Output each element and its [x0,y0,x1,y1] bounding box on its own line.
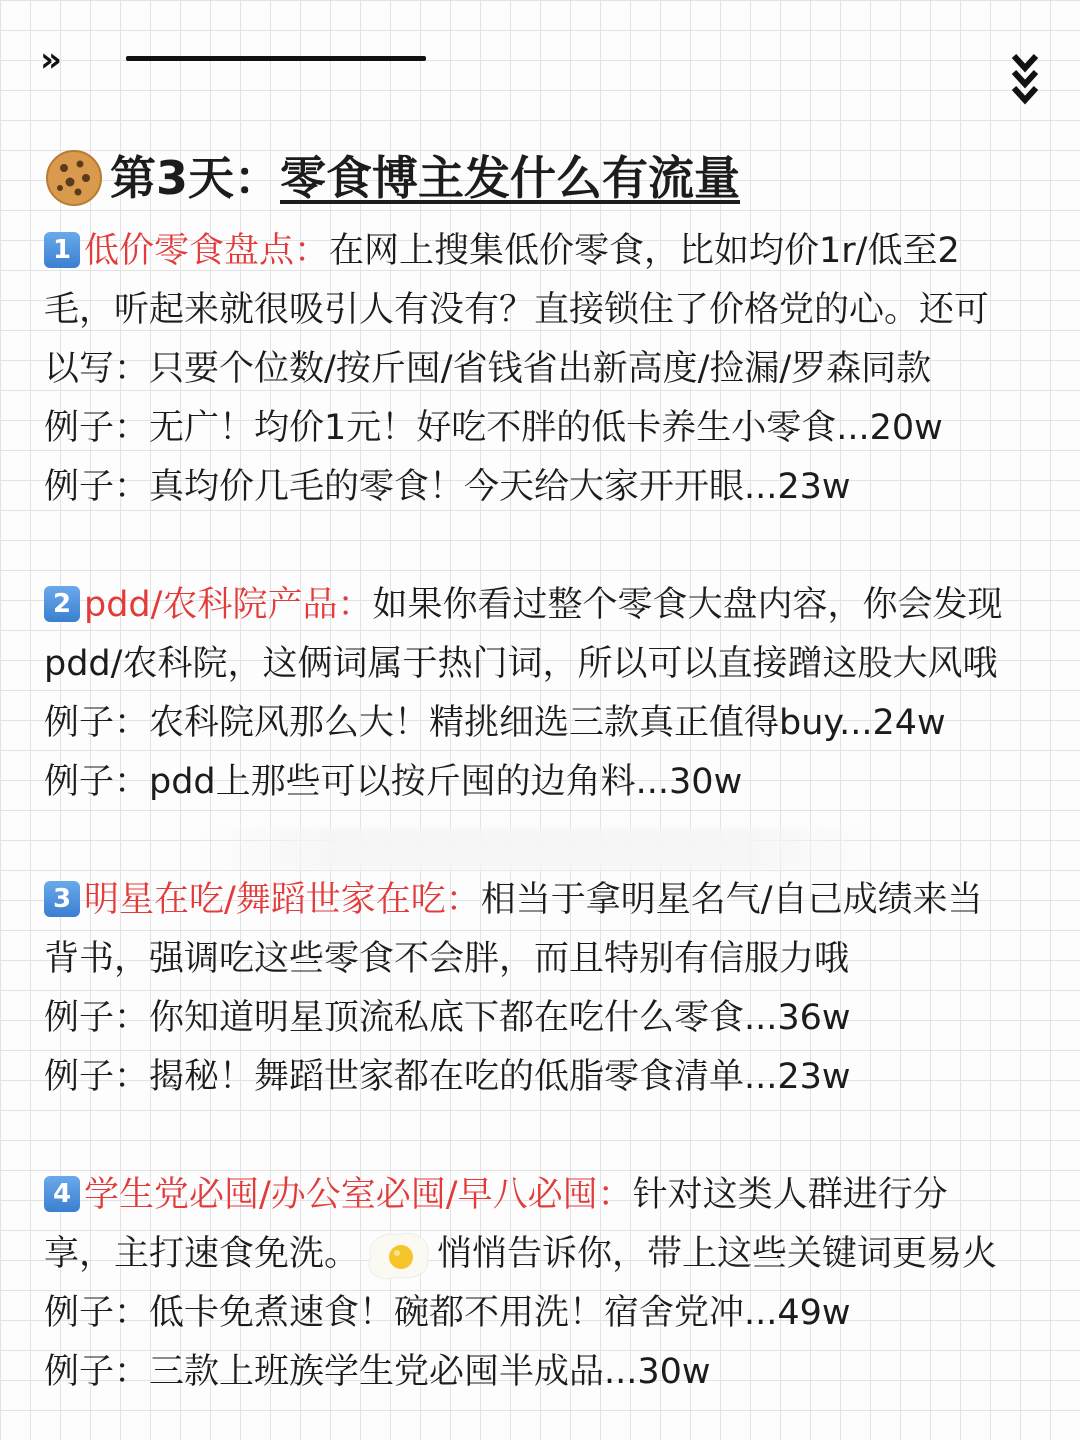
section-4-heading: 学生党必囤/办公室必囤/早八必囤： [84,1175,633,1215]
section-1-line-2: 毛，听起来就很吸引人有没有？直接锁住了价格党的心。还可 [44,290,990,330]
section-1-line-3: 以写：只要个位数/按斤囤/省钱省出新高度/捡漏/罗森同款 [44,349,932,389]
section-2-example-1: 例子：农科院风那么大！精挑细选三款真正值得buy...24w [44,703,946,743]
section-4-line-2 [44,1225,1040,1284]
section-2-heading: pdd/农科院产品： [84,585,373,625]
section-1-line-1 [44,222,1040,281]
chevron-down-stack-icon [1010,58,1040,106]
article-body [44,222,1040,1402]
number-1-badge: 1 [44,232,80,268]
page-title [44,148,740,208]
section-4-text-part-1: 享，主打速食免洗。 [44,1234,360,1274]
section-2-line-1 [44,576,1040,635]
cookie-icon [44,148,104,208]
section-3-line-1 [44,871,1040,930]
section-3-line-2: 背书，强调吃这些零食不会胖，而且特别有信服力哦 [44,939,850,979]
title-main: 零食博主发什么有流量 [280,151,741,205]
section-2-example-2: 例子：pdd上那些可以按斤囤的边角料...30w [44,762,743,802]
section-4-example-1: 例子：低卡免煮速食！碗都不用洗！宿舍党冲...49w [44,1293,851,1333]
header-divider [126,56,426,61]
title-prefix: 第3天： [110,151,281,205]
number-2-badge: 2 [44,586,80,622]
section-1-heading: 低价零食盘点： [84,231,330,271]
section-1-text: 在网上搜集低价零食，比如均价1r/低至2 [329,231,960,271]
section-3-heading: 明星在吃/舞蹈世家在吃： [84,880,481,920]
section-1-example-2: 例子：真均价几毛的零食！今天给大家开开眼...23w [44,467,851,507]
section-4-example-2: 例子：三款上班族学生党必囤半成品...30w [44,1352,711,1392]
double-chevron-right-icon: » [40,40,56,80]
section-3-text: 相当于拿明星名气/自己成绩来当 [480,880,983,920]
section-4-text: 针对这类人群进行分 [632,1175,948,1215]
section-2-text: 如果你看过整个零食大盘内容，你会发现 [372,585,1003,625]
section-4-text-part-2: 悄悄告诉你，带上这些关键词更易火 [437,1234,998,1274]
section-1-example-1: 例子：无广！均价1元！好吃不胖的低卡养生小零食...20w [44,408,943,448]
number-3-badge: 3 [44,881,80,917]
blurred-text-band [200,828,880,870]
fried-egg-icon [361,1227,435,1283]
section-3-example-2: 例子：揭秘！舞蹈世家都在吃的低脂零食清单...23w [44,1057,851,1097]
number-4-badge: 4 [44,1176,80,1212]
section-2-line-2: pdd/农科院，这俩词属于热门词，所以可以直接蹭这股大风哦 [44,644,998,684]
section-3-example-1: 例子：你知道明星顶流私底下都在吃什么零食...36w [44,998,851,1038]
section-4-line-1 [44,1166,1040,1225]
